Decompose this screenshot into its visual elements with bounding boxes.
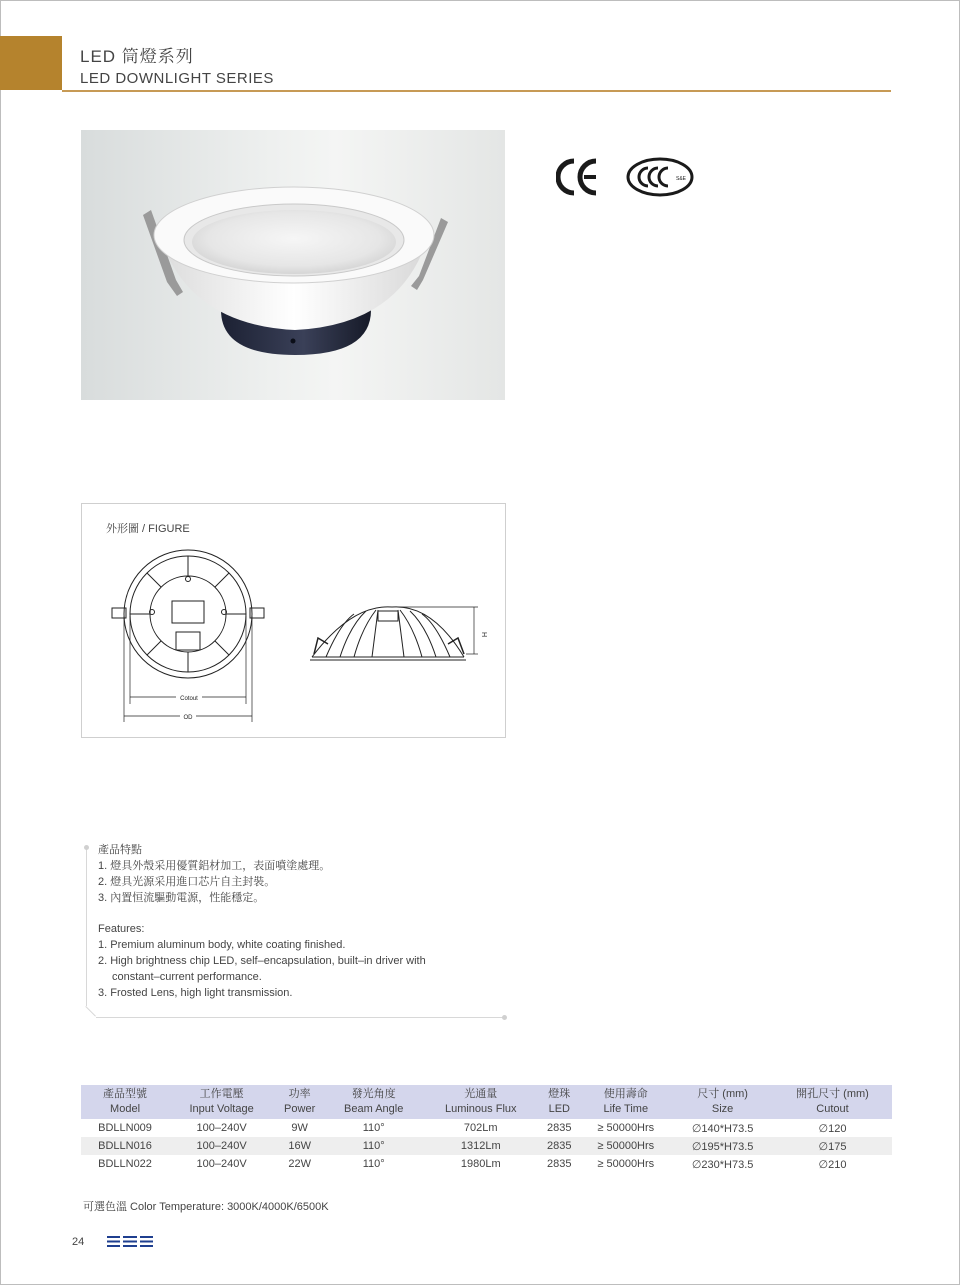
- table-cell: ∅230*H73.5: [691, 1158, 754, 1171]
- features-zh-item: 2. 燈具光源采用進口芯片自主封裝。: [98, 876, 276, 888]
- figure-box: [81, 503, 506, 738]
- page-number: 24: [72, 1236, 85, 1248]
- table-row: [81, 1137, 892, 1155]
- features-bracket-dot: [84, 845, 89, 850]
- cutout-dimension-label: Cotout: [180, 696, 198, 702]
- features-bracket-vertical: [86, 848, 87, 1006]
- table-cell: 702Lm: [463, 1122, 498, 1134]
- table-cell: 22W: [288, 1158, 311, 1170]
- features-zh-item: 3. 內置恒流驅動電源，性能穩定。: [98, 892, 265, 904]
- features-en-item-continued: constant–current performance.: [112, 971, 262, 983]
- table-cell: 2835: [547, 1158, 572, 1170]
- features-en-heading: Features:: [98, 923, 145, 935]
- column-header: 尺寸 (mm) Size: [672, 1085, 773, 1119]
- table-cell: 100–240V: [196, 1122, 247, 1134]
- table-cell: 1312Lm: [422, 1137, 539, 1155]
- column-header: 功率 Power: [274, 1085, 325, 1119]
- table-cell: 2835: [547, 1122, 572, 1134]
- column-header: 光通量 Luminous Flux: [422, 1085, 539, 1119]
- table-row: [81, 1119, 892, 1137]
- ccc-mark-icon: [628, 159, 692, 195]
- title-english: LED DOWNLIGHT SERIES: [80, 70, 274, 87]
- table-cell: ∅175: [773, 1137, 892, 1155]
- h-dimension-label: H: [480, 632, 487, 638]
- column-header: 開孔尺寸 (mm) Cutout: [773, 1085, 892, 1119]
- features-en-item: 3. Frosted Lens, high light transmission.: [98, 987, 293, 999]
- table-cell: ∅210: [818, 1158, 847, 1171]
- title-chinese: LED 筒燈系列: [80, 47, 194, 66]
- ce-mark-icon: [558, 161, 596, 193]
- column-header: 產品型號 Model: [81, 1085, 169, 1119]
- table-cell: 100–240V: [169, 1137, 274, 1155]
- column-header: 使用壽命 Life Time: [579, 1085, 672, 1119]
- features-zh-heading: 產品特點: [98, 844, 142, 856]
- features-bracket-dot: [502, 1015, 507, 1020]
- certification-marks: [556, 156, 706, 198]
- table-cell: 2835: [539, 1137, 579, 1155]
- table-cell: 1980Lm: [460, 1158, 501, 1170]
- table-cell: 16W: [274, 1137, 325, 1155]
- table-cell: ≥ 50000Hrs: [579, 1137, 672, 1155]
- side-view-drawing: [310, 607, 478, 660]
- header-rule: [62, 90, 891, 92]
- spec-table: [81, 1085, 892, 1173]
- features-en-item: 1. Premium aluminum body, white coating finished.: [98, 939, 346, 951]
- color-temperature-note: 可選色溫 Color Temperature: 3000K/4000K/6500K: [83, 1201, 329, 1213]
- spec-table-header: [81, 1085, 892, 1119]
- product-features: [98, 842, 426, 1001]
- table-cell: ∅120: [818, 1122, 847, 1135]
- table-cell: ≥ 50000Hrs: [597, 1122, 655, 1134]
- column-header: 發光角度 Beam Angle: [325, 1085, 422, 1119]
- table-cell: BDLLN009: [98, 1122, 152, 1134]
- features-en-item: 2. High brightness chip LED, self–encapsulation, built–in driver with: [98, 955, 426, 967]
- page-title: [80, 42, 274, 87]
- features-bracket-horizontal: [96, 1017, 504, 1018]
- features-zh-item: 1. 燈具外殼采用優質鋁材加工，表面噴塗處理。: [98, 860, 331, 872]
- table-cell: ∅195*H73.5: [672, 1137, 773, 1155]
- table-row: [81, 1155, 892, 1173]
- table-cell: 110°: [362, 1158, 385, 1170]
- table-cell: 110°: [325, 1137, 422, 1155]
- table-cell: ∅140*H73.5: [691, 1122, 754, 1135]
- table-cell: BDLLN016: [81, 1137, 169, 1155]
- table-cell: ≥ 50000Hrs: [597, 1158, 655, 1170]
- column-header: 工作電壓 Input Voltage: [169, 1085, 274, 1119]
- column-header: 燈珠 LED: [539, 1085, 579, 1119]
- bmc-logo-icon: [106, 1235, 154, 1248]
- table-cell: BDLLN022: [98, 1158, 152, 1170]
- od-dimension-label: OD: [183, 715, 193, 721]
- table-cell: 9W: [291, 1122, 308, 1134]
- section-tab: [0, 36, 62, 90]
- table-cell: 110°: [362, 1122, 385, 1134]
- svg-text:S&E: S&E: [676, 176, 687, 182]
- table-cell: 100–240V: [196, 1158, 247, 1170]
- figure-label: 外形圖 / FIGURE: [106, 523, 190, 535]
- product-photo: [81, 130, 505, 400]
